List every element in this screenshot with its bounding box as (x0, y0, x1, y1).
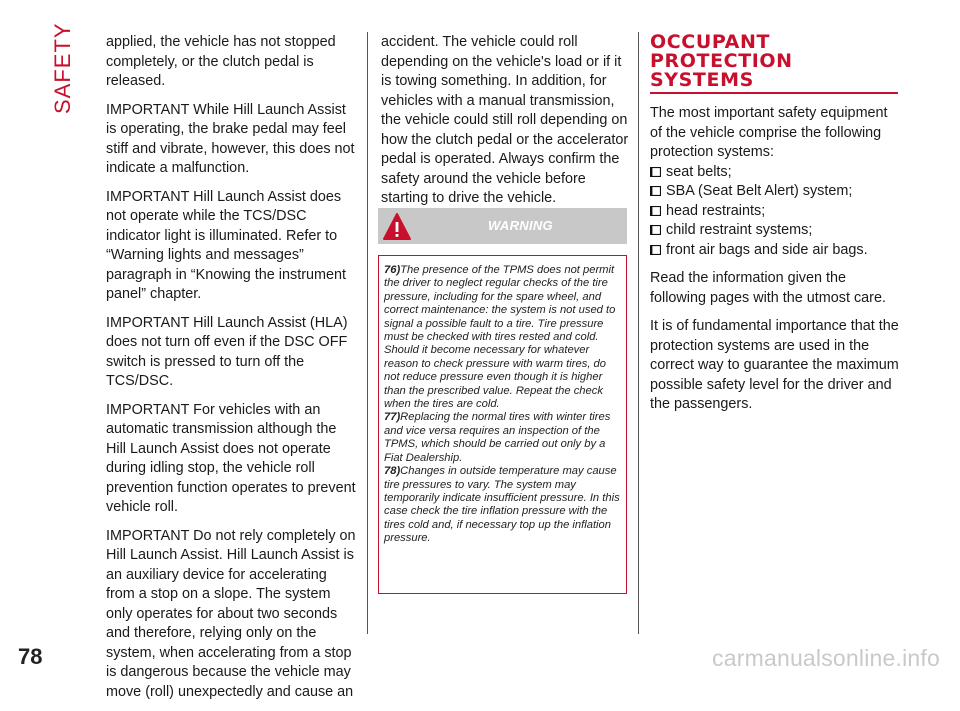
section-title (650, 33, 900, 90)
warning-item (384, 264, 622, 411)
warning-header (378, 208, 627, 244)
list-item (650, 202, 900, 222)
paragraph: IMPORTANT Hill Launch Assist (HLA) does not turn off even if the DSC OFF switch is pressed to turn off the TCS/DSC. (106, 314, 348, 389)
list-item-text: head restraints; (666, 202, 766, 219)
checkbox-bullet-icon (650, 245, 661, 255)
column-divider-right (638, 32, 639, 634)
section-title-line: PROTECTION (650, 50, 793, 72)
warning-body (378, 255, 627, 594)
list-item (650, 182, 900, 202)
list-item (650, 163, 900, 183)
list-item (650, 221, 900, 241)
checkbox-bullet-icon (650, 225, 661, 235)
warning-item-number: 77) (384, 411, 401, 424)
column-3 (650, 33, 900, 424)
section-title-line: OCCUPANT (650, 31, 771, 53)
page-number: 78 (18, 644, 43, 669)
warning-item-text: Changes in outside temperature may cause tire pressures to vary. The system may temporarily indicate insufficient pressure. In this case check the tire inflation pressure with the tires cold and, if necessary top up the inflation pressure. (384, 465, 620, 545)
paragraph: IMPORTANT Do not rely completely on Hill Launch Assist. Hill Launch Assist is an auxiliary device for accelerating from a stop on a slope. The system only operates for about two seconds and therefore, relying only on the system, when accelerating from a stop is dangerous because the vehicle may move (roll) unexpectedly and cause an (106, 527, 356, 700)
paragraph: IMPORTANT Hill Launch Assist does not operate while the TCS/DSC indicator light is illuminated. Refer to “Warning lights and messages” paragraph in “Knowing the instrument panel” chapter. (106, 188, 346, 302)
warning-item (384, 411, 622, 465)
warning-item-number: 76) (384, 264, 401, 276)
checkbox-bullet-icon (650, 206, 661, 216)
column-2 (381, 33, 631, 218)
list-item-text: seat belts; (666, 163, 732, 180)
paragraph: It is of fundamental importance that the protection systems are used in the correct way to guarantee the maximum possible safety level for the driver and the passengers. (650, 318, 899, 412)
list-item-text: front air bags and side air bags. (666, 241, 868, 258)
warning-box (378, 208, 627, 594)
paragraph: IMPORTANT While Hill Launch Assist is operating, the brake pedal may feel stiff and vibrate, however, this does not indicate a malfunction. (106, 101, 355, 176)
list-item (650, 241, 900, 261)
watermark: carmanualsonline.info (712, 645, 940, 671)
warning-item-number: 78) (384, 465, 401, 478)
protection-systems-list (650, 163, 900, 261)
section-title-line: SYSTEMS (650, 69, 754, 91)
list-item-text: child restraint systems; (666, 222, 813, 238)
warning-item (384, 465, 622, 545)
paragraph: applied, the vehicle has not stopped completely, or the clutch pedal is released. (106, 34, 336, 89)
checkbox-bullet-icon (650, 167, 661, 177)
section-tab-label: SAFETY (50, 22, 75, 114)
list-item-text: SBA (Seat Belt Alert) system; (666, 183, 853, 199)
paragraph: Read the information given the following pages with the utmost care. (650, 270, 886, 306)
paragraph: accident. The vehicle could roll depending on the vehicle's load or if it is towing something. In addition, for vehicles with a manual transmission, the vehicle could still roll depending on how the clutch pedal or the accelerator pedal is operated. Always confirm the safety around the vehicle before starting to drive the vehicle. (381, 34, 629, 206)
section-tab (50, 22, 78, 128)
warning-item-text: The presence of the TPMS does not permit the driver to neglect regular checks of the tire pressure, including for the spare wheel, and correct maintenance: the system is not used to signal a possible fault to a tire. Tire pressure must be checked with tires rested and cold. Should it become necessary for whatever reason to check pressure with warm tires, do not reduce pressure even though it is higher than the prescribed value. Repeat the check when the tires are cold. (384, 264, 616, 411)
paragraph: The most important safety equipment of the vehicle comprise the following protection systems: (650, 105, 888, 160)
column-1 (106, 33, 356, 711)
warning-item-text: Replacing the normal tires with winter tires and vice versa requires an inspection of the TPMS, which should be carried out only by a Fiat Dealership. (384, 411, 611, 464)
paragraph: IMPORTANT For vehicles with an automatic transmission although the Hill Launch Assist does not operate during idling stop, the vehicle roll prevention function operates to prevent vehicle roll. (106, 401, 356, 515)
warning-title: WARNING (488, 218, 553, 233)
checkbox-bullet-icon (650, 186, 661, 196)
title-underline (650, 92, 898, 94)
column-divider-left (367, 32, 368, 634)
